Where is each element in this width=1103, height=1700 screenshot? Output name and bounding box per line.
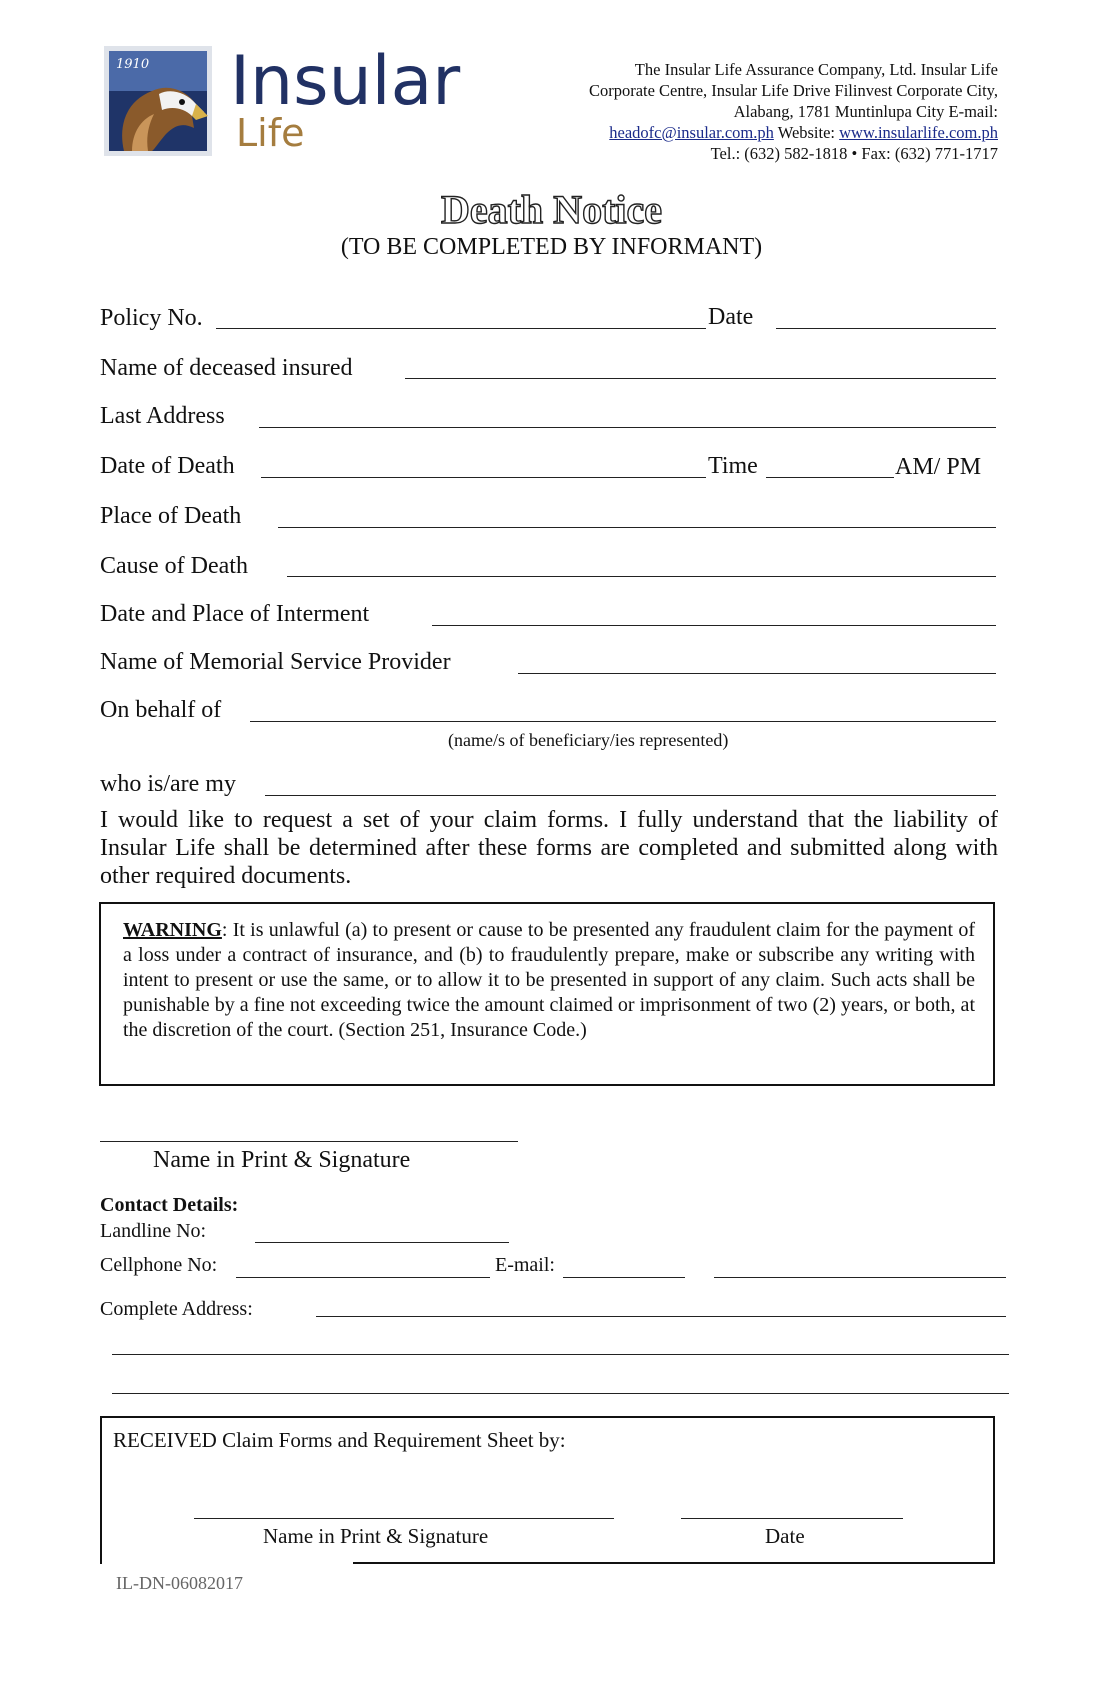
contact-web-line — [609, 125, 998, 142]
who-is-field[interactable] — [265, 795, 996, 796]
email-label: E-mail: — [495, 1254, 555, 1276]
received-signature-field[interactable] — [194, 1518, 614, 1519]
company-website-link[interactable]: www.insularlife.com.ph — [839, 123, 998, 142]
memorial-provider-label: Name of Memorial Service Provider — [100, 649, 451, 675]
warning-text — [123, 918, 975, 1043]
website-label: Website: — [777, 123, 836, 142]
received-box — [100, 1416, 995, 1564]
complete-address-field-3[interactable] — [112, 1393, 1009, 1394]
received-box-top-border — [100, 1416, 995, 1418]
date-of-death-field[interactable] — [261, 477, 706, 478]
request-paragraph: I would like to request a set of your claim forms. I fully understand that the liability of Insular Life shall be determined after these forms are completed and submitted along with other required documents. — [100, 807, 998, 889]
company-email-link[interactable]: headofc@insular.com.ph — [609, 123, 774, 142]
landline-label: Landline No: — [100, 1220, 207, 1242]
page-subtitle: (TO BE COMPLETED BY INFORMANT) — [340, 234, 763, 260]
cellphone-field[interactable] — [236, 1277, 490, 1278]
warning-box — [99, 902, 995, 1086]
complete-address-field-1[interactable] — [316, 1316, 1006, 1317]
beneficiary-note: (name/s of beneficiary/ies represented) — [448, 730, 729, 750]
name-deceased-label: Name of deceased insured — [100, 355, 353, 381]
received-date-label: Date — [765, 1524, 805, 1548]
eagle-logo-icon — [104, 46, 212, 156]
received-date-field[interactable] — [681, 1518, 903, 1519]
email-field-part-2[interactable] — [714, 1277, 1006, 1278]
contact-details-heading: Contact Details: — [100, 1194, 239, 1216]
cause-of-death-label: Cause of Death — [100, 553, 248, 579]
cellphone-label: Cellphone No: — [100, 1254, 218, 1276]
time-field[interactable] — [766, 477, 894, 478]
complete-address-field-2[interactable] — [112, 1354, 1009, 1355]
date-field[interactable] — [776, 328, 996, 329]
received-box-left-border — [100, 1416, 102, 1564]
received-box-right-border — [993, 1416, 995, 1564]
received-heading: RECEIVED Claim Forms and Requirement Sheet by: — [113, 1428, 566, 1452]
form-code: IL-DN-06082017 — [116, 1573, 243, 1593]
informant-signature-label: Name in Print & Signature — [153, 1147, 411, 1173]
on-behalf-of-label: On behalf of — [100, 697, 222, 723]
company-address-line-3: Alabang, 1781 Muntinlupa City E-mail: — [733, 102, 998, 121]
complete-address-label: Complete Address: — [100, 1298, 253, 1320]
memorial-provider-field[interactable] — [518, 673, 996, 674]
on-behalf-of-field[interactable] — [250, 721, 996, 722]
company-address-line-1: The Insular Life Assurance Company, Ltd. Insular Life — [634, 60, 998, 79]
cause-of-death-field[interactable] — [287, 576, 996, 577]
landline-field[interactable] — [255, 1242, 509, 1243]
place-of-death-label: Place of Death — [100, 503, 242, 529]
email-field-part-1[interactable] — [563, 1277, 685, 1278]
interment-label: Date and Place of Interment — [100, 601, 370, 627]
company-phone-line: Tel.: (632) 582-1818 • Fax: (632) 771-1717 — [710, 144, 998, 163]
date-label: Date — [708, 304, 754, 330]
informant-signature-field[interactable] — [100, 1141, 518, 1142]
company-address-line-2: Corporate Centre, Insular Life Drive Filinvest Corporate City, — [588, 81, 998, 100]
policy-no-field[interactable] — [216, 328, 706, 329]
place-of-death-field[interactable] — [278, 527, 996, 528]
last-address-field[interactable] — [259, 427, 996, 428]
warning-body: : It is unlawful (a) to present or cause to be presented any fraudulent claim for the payment of a loss under a contract of insurance, and (b) to fraudulently prepare, make or subscribe any writing with intent to present or use the same, or to allow it to be presented in support of any claim. Such acts shall be punishable by a fine not exceeding twice the amount claimed or imprisonment of two (2) years, or both, at the discretion of the court. (Section 251, Insurance Code.) — [123, 919, 975, 1041]
policy-no-label: Policy No. — [100, 305, 203, 331]
date-of-death-label: Date of Death — [100, 453, 235, 479]
am-pm-label: AM/ PM — [895, 454, 982, 480]
brand-name: Insular — [230, 42, 461, 121]
name-deceased-field[interactable] — [405, 378, 996, 379]
received-box-bottom-border — [353, 1562, 995, 1564]
received-signature-label: Name in Print & Signature — [263, 1524, 489, 1548]
last-address-label: Last Address — [100, 403, 225, 429]
brand-subname: Life — [236, 111, 305, 155]
page-title: Death Notice — [440, 187, 663, 232]
interment-field[interactable] — [432, 625, 996, 626]
warning-label: WARNING — [123, 919, 222, 941]
svg-text:1910: 1910 — [116, 57, 150, 72]
time-label: Time — [708, 453, 758, 479]
who-is-label: who is/are my — [100, 771, 236, 797]
